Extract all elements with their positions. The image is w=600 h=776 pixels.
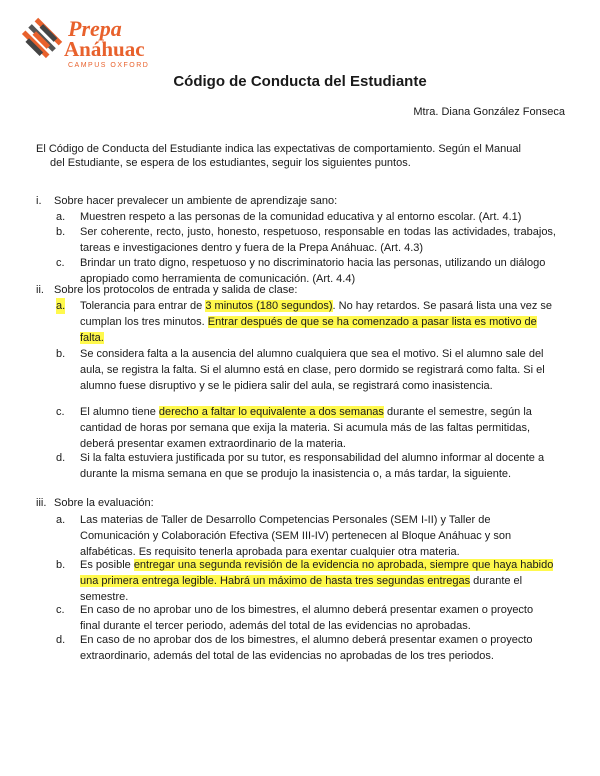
list-item <box>56 224 556 256</box>
section-heading: Sobre la evaluación: <box>54 497 154 509</box>
highlighted-text: derecho a faltar lo equivalente a dos semanas <box>158 406 384 418</box>
item-text: Se considera falta a la ausencia del alumno cualquiera que sea el motivo. Si el alumno sale del aula, se registra la falta. Si el alumno está en clase, pero dormido se registrará como falta. Si el alumno fuese disruptivo y se le pidiera salir del aula, se registrará como inasistencia. <box>80 348 545 392</box>
list-item <box>56 404 556 452</box>
intro-line-1: El Código de Conducta del Estudiante indica las expectativas de comportamiento. Según el Manual <box>36 143 521 155</box>
item-letter: b. <box>56 348 66 360</box>
item-text-part: El alumno tiene <box>80 406 159 418</box>
list-item <box>56 512 556 560</box>
list-item <box>56 450 556 482</box>
item-text: Ser coherente, recto, justo, honesto, respetuoso, responsable en todas las actividades, trabajos, tareas e investigaciones dentro y fuera de la Prepa Anáhuac. (Art. 4.3) <box>80 226 556 254</box>
highlighted-text: 3 minutos (180 segundos) <box>205 300 333 312</box>
logo-text-prepa: Prepa <box>68 16 122 41</box>
item-letter: b. <box>56 559 66 571</box>
item-text-part: durante el semestre, según la cantidad de horas por semana que exija la materia. Si acumula más de las faltas permitidas, deberá presentar examen extraordinario de la materia. <box>80 406 532 450</box>
section-number: i. <box>36 195 42 207</box>
item-text: Brindar un trato digno, respetuoso y no discriminatorio hacia las personas, utilizando un diálogo apropiado como herramienta de comunicación. (Art. 4.4) <box>80 257 546 285</box>
item-letter: d. <box>56 452 66 464</box>
item-text-part: Es posible <box>80 559 134 571</box>
intro-line-2: del Estudiante, se espera de los estudiantes, seguir los siguientes puntos. <box>50 157 411 169</box>
item-text: En caso de no aprobar uno de los bimestres, el alumno deberá presentar examen o proyecto final durante el tercer periodo, además del total de las evidencias no aprobadas. <box>80 604 534 632</box>
item-text-part: . No hay retardos. Se pasará lista una vez se cumplan los tres minutos. <box>80 300 553 328</box>
section-heading: Sobre los protocolos de entrada y salida de clase: <box>54 284 298 296</box>
list-item <box>56 557 556 605</box>
highlighted-text: Entrar después de que se ha comenzado a pasar lista es motivo de falta. <box>80 316 537 344</box>
item-text-part: durante el semestre. <box>80 575 523 603</box>
list-item <box>56 632 556 664</box>
list-item <box>56 298 556 346</box>
item-letter: a. <box>56 514 66 526</box>
item-letter: d. <box>56 634 66 646</box>
item-text-part: Tolerancia para entrar de <box>80 300 206 312</box>
list-item <box>56 602 556 634</box>
item-letter: c. <box>56 257 65 269</box>
intro-paragraph <box>36 142 566 170</box>
item-letter: c. <box>56 406 65 418</box>
item-text: Muestren respeto a las personas de la comunidad educativa y al entorno escolar. (Art. 4.1) <box>80 211 522 223</box>
section-heading: Sobre hacer prevalecer un ambiente de aprendizaje sano: <box>54 195 338 207</box>
list-item <box>56 346 556 394</box>
author: Mtra. Diana González Fonseca <box>413 106 565 118</box>
logo-text-anahuac: Anáhuac <box>64 37 145 61</box>
section-number: ii. <box>36 284 44 296</box>
logo-campus: CAMPUS OXFORD <box>68 62 150 69</box>
list-item <box>56 209 556 225</box>
prepa-anahuac-logo <box>18 16 148 72</box>
section-number: iii. <box>36 497 47 509</box>
logo-mark-icon <box>18 16 64 62</box>
item-text: En caso de no aprobar dos de los bimestres, el alumno deberá presentar examen o proyecto extraordinario, además del total de las evidencias no aprobadas de los tres periodos. <box>80 634 533 662</box>
item-text: Las materias de Taller de Desarrollo Competencias Personales (SEM I-II) y Taller de Comunicación y Colaboración Efectiva (SEM III-IV) pertenecen al Bloque Anáhuac y son alfabéticas. Es requisito tenerla aprobada para exentar cualquier otra materia. <box>80 514 512 558</box>
page-title: Código de Conducta del Estudiante <box>173 73 427 90</box>
highlighted-text: entregar una segunda revisión de la evidencia no aprobada, siempre que haya habido una primera entrega legible. Habrá un máximo de hasta tres segundas entregas <box>80 559 554 587</box>
item-letter: a. <box>56 211 66 223</box>
item-text: Si la falta estuviera justificada por su tutor, es responsabilidad del alumno informar al docente a durante la misma semana en que se produjo la inasistencia o, a más tardar, la siguiente. <box>80 452 545 480</box>
item-letter: b. <box>56 226 66 238</box>
item-letter: c. <box>56 604 65 616</box>
item-letter: a. <box>56 300 66 312</box>
